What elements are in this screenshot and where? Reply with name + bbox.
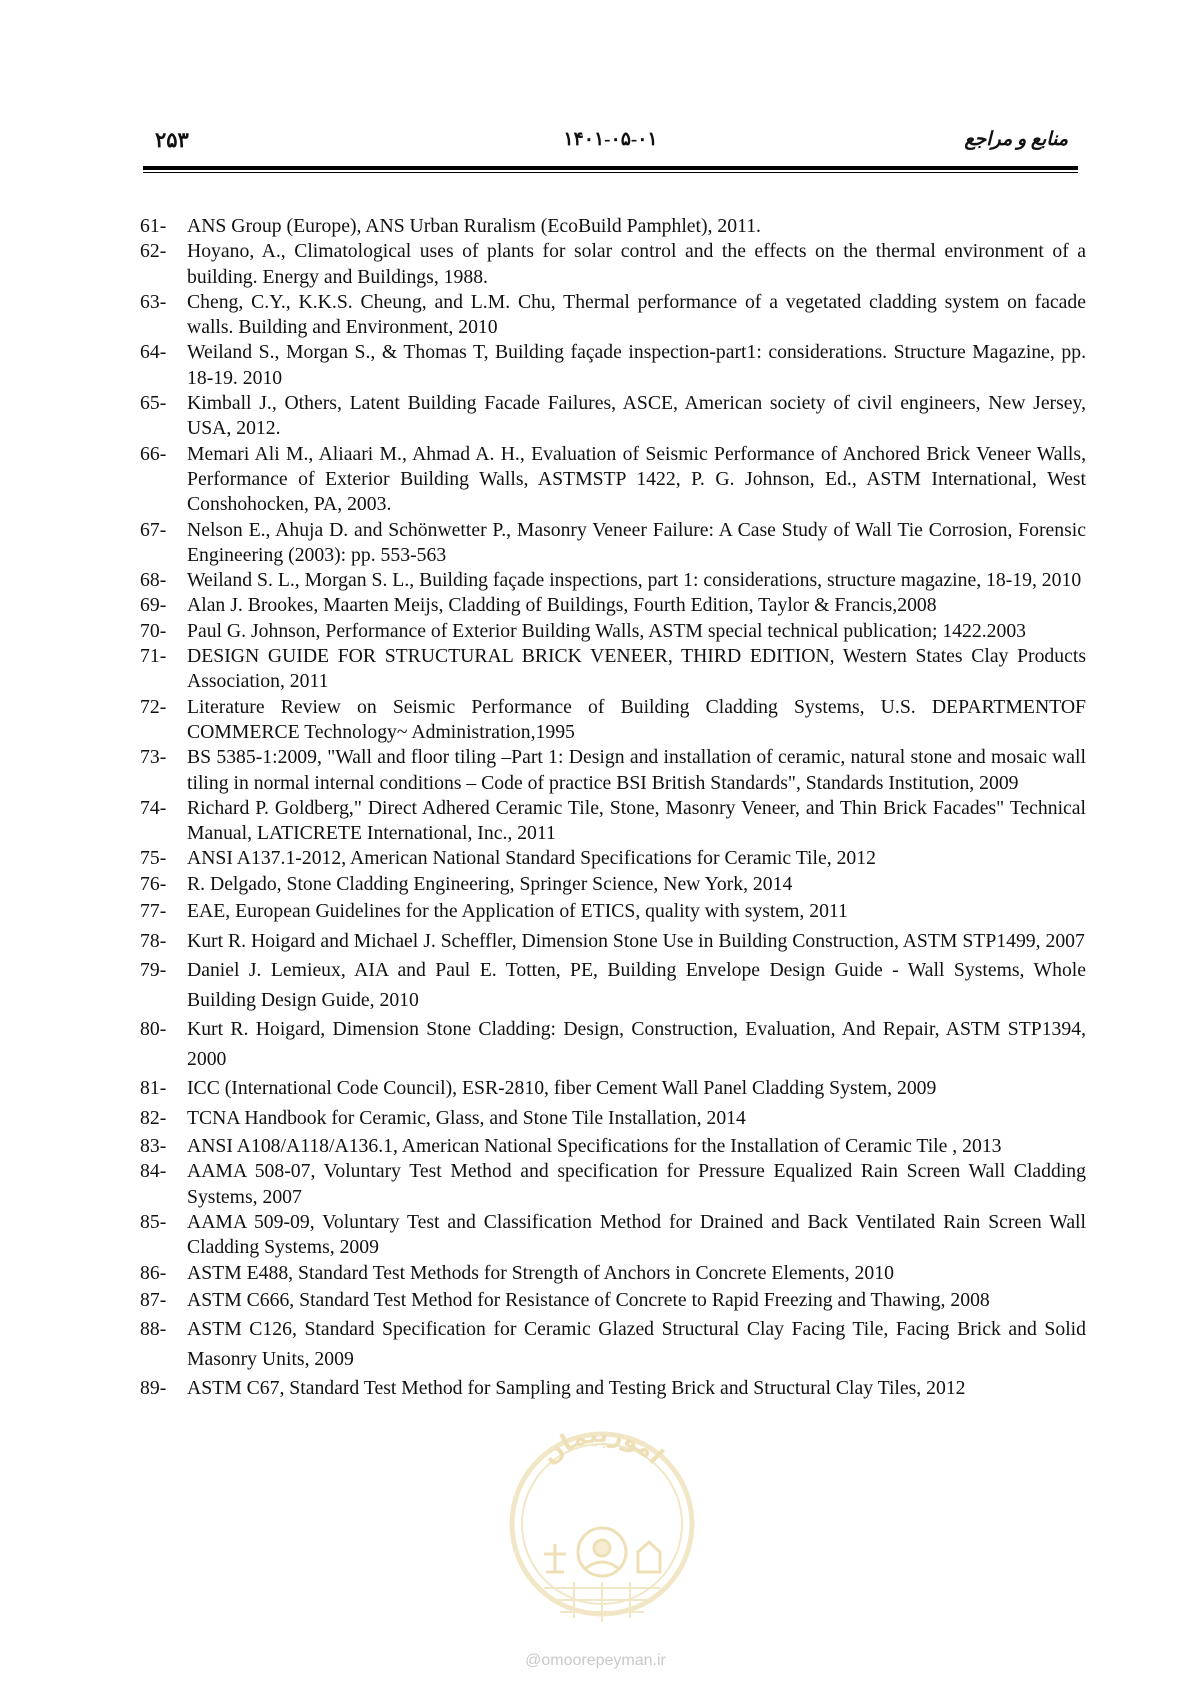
reference-number: 67-: [140, 518, 167, 541]
document-code: ۱۴۰۱-۰۵-۰۱: [563, 129, 658, 150]
seal-brick-grid-icon: [544, 1582, 660, 1622]
reference-number: 70-: [140, 619, 167, 642]
reference-text: ASTM C126, Standard Specification for Ceramic Glazed Structural Clay Facing Tile, Facing Brick and Solid Masonry Units, 2009: [187, 1318, 1086, 1370]
reference-item: [140, 1315, 1086, 1374]
reference-item: [140, 442, 1086, 518]
reference-number: 73-: [140, 746, 167, 769]
header-rule-thick: [143, 166, 1078, 170]
reference-number: 72-: [140, 695, 167, 718]
reference-number: 89-: [140, 1377, 167, 1400]
reference-item: [140, 796, 1086, 847]
reference-text: Memari Ali M., Aliaari M., Ahmad A. H., Evaluation of Seismic Performance of Anchored Brick Veneer Walls, Performance of Exterior Building Walls, ASTMSTP 1422, P. G. Johnson, Ed., ASTM International, West Conshohocken, PA, 2003.: [187, 442, 1086, 516]
reference-item: [140, 1159, 1086, 1210]
reference-number: 87-: [140, 1288, 167, 1311]
reference-text: Alan J. Brookes, Maarten Meijs, Cladding of Buildings, Fourth Edition, Taylor & Francis,2008: [187, 594, 937, 617]
reference-number: 80-: [140, 1018, 167, 1041]
reference-text: ANS Group (Europe), ANS Urban Ruralism (EcoBuild Pamphlet), 2011.: [187, 215, 761, 237]
seal-text: امورپیمان: [535, 1419, 670, 1470]
reference-item: [140, 897, 1086, 927]
reference-item: [140, 1261, 1086, 1286]
reference-number: 84-: [140, 1160, 167, 1183]
reference-number: 88-: [140, 1318, 167, 1341]
reference-item: [140, 695, 1086, 746]
reference-number: 74-: [140, 796, 167, 819]
reference-item: [140, 1374, 1086, 1404]
section-title: منابع و مراجع: [964, 129, 1068, 150]
reference-text: TCNA Handbook for Ceramic, Glass, and Stone Tile Installation, 2014: [187, 1106, 746, 1129]
reference-text: ANSI A108/A118/A136.1, American National Specifications for the Installation of Ceramic Tile , 2013: [187, 1135, 1002, 1158]
reference-item: [140, 239, 1086, 290]
reference-text: Richard P. Goldberg," Direct Adhered Ceramic Tile, Stone, Masonry Veneer, and Thin Brick Facades" Technical Manual, LATICRETE International, Inc., 2011: [187, 796, 1086, 845]
reference-number: 66-: [140, 442, 167, 465]
reference-list: [140, 214, 1086, 1404]
seal-watermark: [504, 1412, 700, 1662]
reference-number: 76-: [140, 872, 167, 895]
reference-text: Hoyano, A., Climatological uses of plants for solar control and the effects on the thermal environment of a building. Energy and Buildings, 1988.: [187, 240, 1086, 288]
reference-number: 62-: [140, 240, 167, 263]
reference-item: [140, 290, 1086, 341]
reference-text: R. Delgado, Stone Cladding Engineering, Springer Science, New York, 2014: [187, 872, 793, 895]
reference-item: [140, 1104, 1086, 1134]
reference-text: AAMA 509-09, Voluntary Test and Classification Method for Drained and Back Ventilated Rain Screen Wall Cladding Systems, 2009: [187, 1210, 1086, 1259]
reference-number: 64-: [140, 341, 167, 364]
reference-text: EAE, European Guidelines for the Application of ETICS, quality with system, 2011: [187, 900, 848, 923]
reference-text: Paul G. Johnson, Performance of Exterior Building Walls, ASTM special technical publication; 1422.2003: [187, 619, 1027, 642]
seal-emblem-icon: [544, 1528, 660, 1576]
reference-number: 71-: [140, 645, 167, 668]
reference-text: ASTM C666, Standard Test Method for Resistance of Concrete to Rapid Freezing and Thawing, 2008: [187, 1288, 990, 1311]
reference-item: [140, 872, 1086, 897]
reference-number: 75-: [140, 847, 167, 870]
reference-number: 83-: [140, 1135, 167, 1158]
reference-item: [140, 1286, 1086, 1316]
header-rule-thin: [143, 172, 1078, 173]
reference-number: 61-: [140, 215, 167, 237]
reference-number: 63-: [140, 290, 167, 313]
seal-inner-ring: [522, 1444, 682, 1604]
reference-item: [140, 956, 1086, 1015]
reference-text: Kimball J., Others, Latent Building Facade Failures, ASCE, American society of civil engineers, New Jersey, USA, 2012.: [187, 392, 1086, 440]
reference-item: [140, 1015, 1086, 1074]
reference-text: Nelson E., Ahuja D. and Schönwetter P., Masonry Veneer Failure: A Case Study of Wall Tie Corrosion, Forensic Engineering (2003): pp. 553-563: [187, 518, 1086, 566]
reference-text: Kurt R. Hoigard and Michael J. Scheffler, Dimension Stone Use in Building Construction, ASTM STP1499, 2007: [187, 929, 1085, 952]
reference-item: [140, 340, 1086, 391]
page-number: ۲۵۳: [155, 128, 189, 152]
reference-text: Literature Review on Seismic Performance of Building Cladding Systems, U.S. DEPARTMENTOF COMMERCE Technology~ Administration,1995: [187, 695, 1086, 743]
reference-text: Kurt R. Hoigard, Dimension Stone Cladding: Design, Construction, Evaluation, And Repair, ASTM STP1394, 2000: [187, 1018, 1086, 1070]
reference-text: Weiland S. L., Morgan S. L., Building façade inspections, part 1: considerations, structure magazine, 18-19, 2010: [187, 569, 1082, 592]
reference-item: [140, 1134, 1086, 1159]
reference-item: [140, 619, 1086, 644]
reference-number: 81-: [140, 1077, 167, 1100]
reference-item: [140, 214, 1086, 239]
reference-text: ASTM C67, Standard Test Method for Sampling and Testing Brick and Structural Clay Tiles, 2012: [187, 1377, 966, 1400]
reference-number: 77-: [140, 900, 167, 923]
reference-number: 65-: [140, 392, 167, 415]
reference-text: ANSI A137.1-2012, American National Standard Specifications for Ceramic Tile, 2012: [187, 847, 876, 870]
reference-text: AAMA 508-07, Voluntary Test Method and specification for Pressure Equalized Rain Screen Wall Cladding Systems, 2007: [187, 1160, 1086, 1208]
reference-item: [140, 1210, 1086, 1261]
reference-text: BS 5385-1:2009, "Wall and floor tiling –Part 1: Design and installation of ceramic, natural stone and mosaic wall tiling in normal internal conditions – Code of practice BSI British Standards", Standards Institution, 2009: [187, 746, 1086, 794]
page-header: [143, 128, 1078, 170]
reference-item: [140, 1074, 1086, 1104]
reference-item: [140, 927, 1086, 957]
reference-item: [140, 518, 1086, 569]
reference-number: 86-: [140, 1261, 167, 1284]
seal-outer-ring: [512, 1434, 692, 1614]
reference-number: 69-: [140, 594, 167, 617]
reference-item: [140, 391, 1086, 442]
reference-text: ICC (International Code Council), ESR-2810, fiber Cement Wall Panel Cladding System, 2009: [187, 1077, 937, 1100]
reference-number: 79-: [140, 959, 167, 982]
reference-text: Cheng, C.Y., K.K.S. Cheung, and L.M. Chu, Thermal performance of a vegetated cladding system on facade walls. Building and Environment, 2010: [187, 290, 1086, 339]
reference-text: Weiland S., Morgan S., & Thomas T, Building façade inspection-part1: considerations. Structure Magazine, pp. 18-19. 2010: [187, 341, 1086, 389]
reference-number: 85-: [140, 1210, 167, 1233]
reference-number: 82-: [140, 1106, 167, 1129]
reference-item: [140, 846, 1086, 871]
reference-item: [140, 745, 1086, 796]
reference-item: [140, 593, 1086, 618]
reference-text: ASTM E488, Standard Test Methods for Strength of Anchors in Concrete Elements, 2010: [187, 1261, 894, 1284]
reference-number: 78-: [140, 929, 167, 952]
reference-item: [140, 644, 1086, 695]
reference-number: 68-: [140, 569, 167, 592]
footer-watermark-handle: @omoorepeyman.ir: [525, 1652, 666, 1669]
reference-text: DESIGN GUIDE FOR STRUCTURAL BRICK VENEER, THIRD EDITION, Western States Clay Products Association, 2011: [187, 645, 1086, 693]
reference-text: Daniel J. Lemieux, AIA and Paul E. Totten, PE, Building Envelope Design Guide - Wall Systems, Whole Building Design Guide, 2010: [187, 959, 1086, 1011]
reference-item: [140, 568, 1086, 593]
